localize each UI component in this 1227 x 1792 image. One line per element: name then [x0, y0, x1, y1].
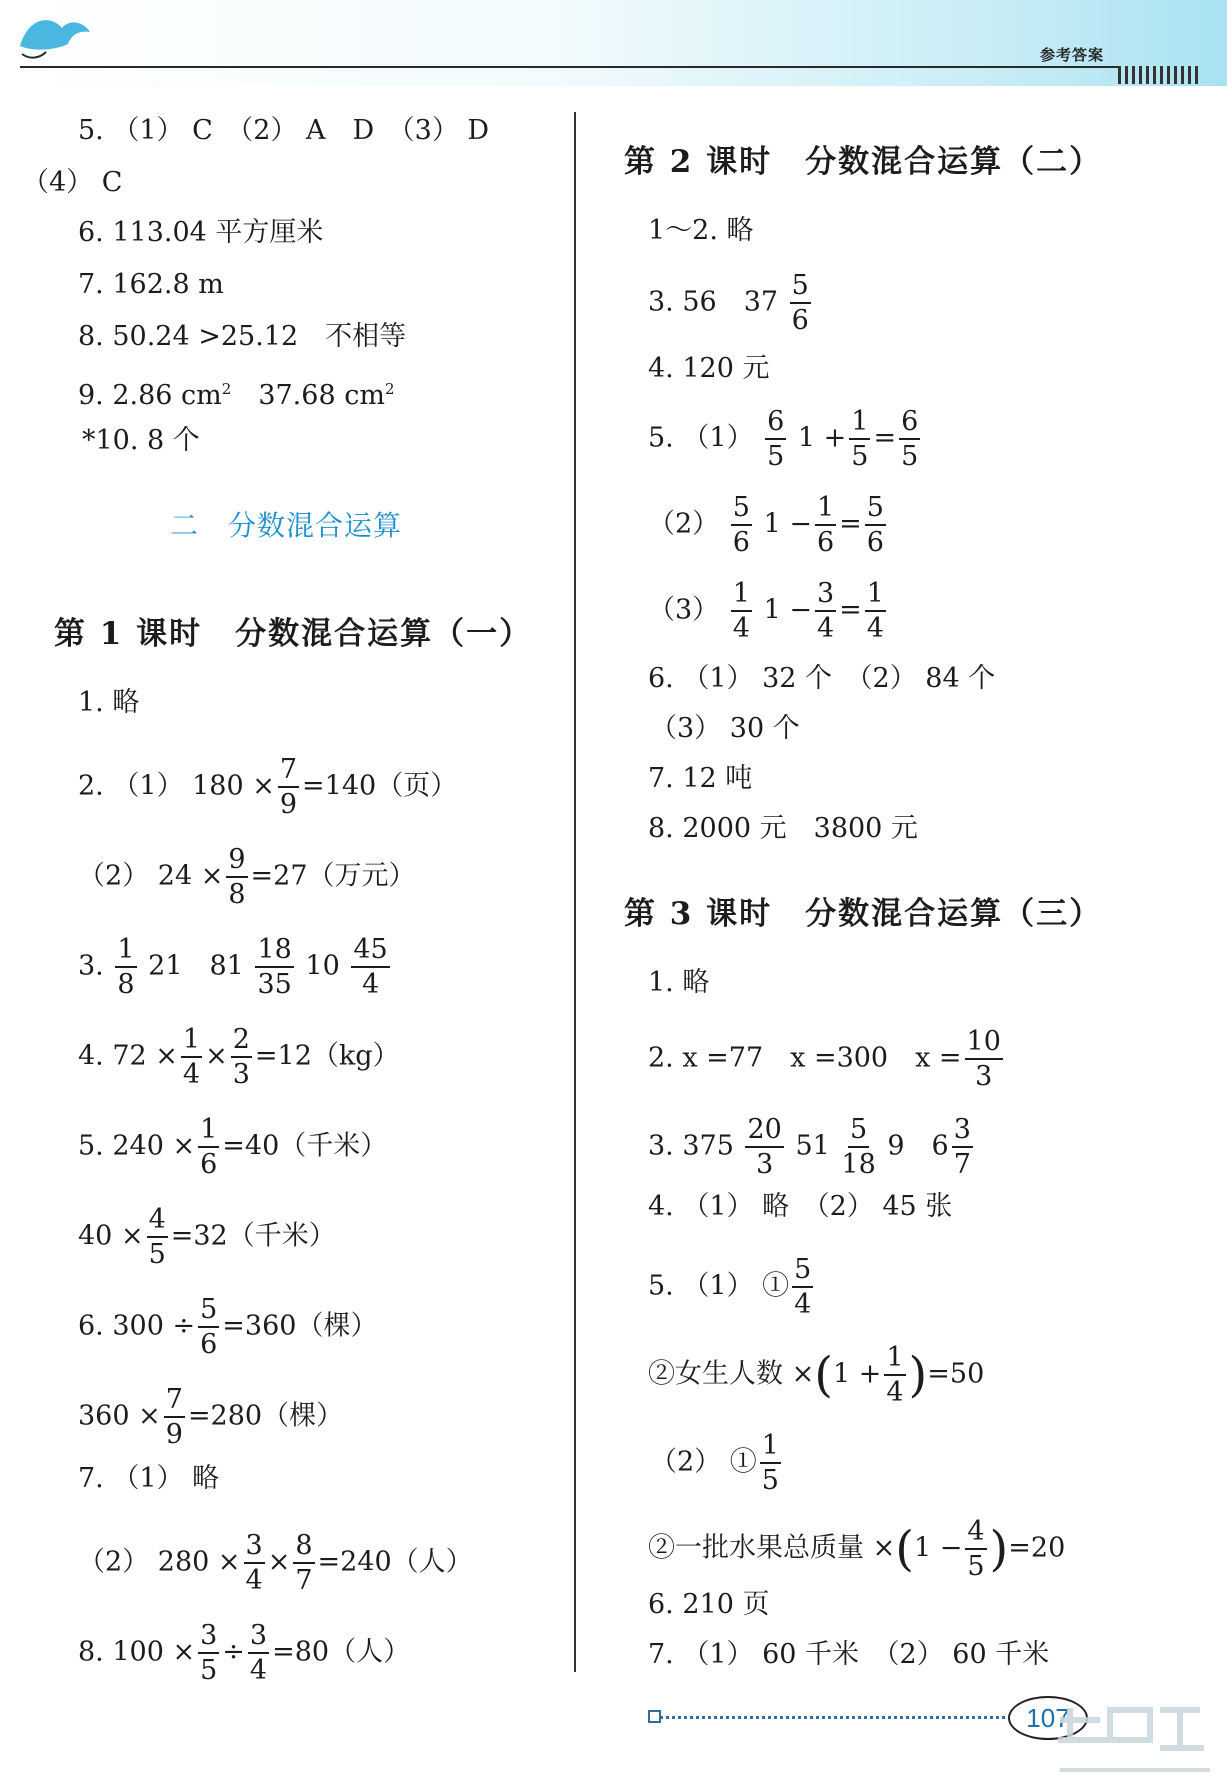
fraction: $\frac{1}{5}$	[761, 1430, 779, 1496]
fraction: $\frac{5}{6}$	[200, 1294, 218, 1360]
l3-answer-5-4: ②一批水果总质量 ×(1 − $\frac{4}{5}$ )=20	[648, 1516, 1066, 1582]
answer-5-cont: （4） C	[22, 167, 123, 198]
fraction: $\frac{1}{4}$	[866, 578, 884, 644]
fraction: $\frac{1}{4}$	[182, 1024, 201, 1090]
l1-answer-1: 1. 略	[78, 687, 140, 718]
fraction: $\frac{4}{5}$	[967, 1516, 985, 1582]
l3-answer-4: 4. （1） 略 （2） 45 张	[648, 1191, 953, 1222]
l2-answer-5-2: （2） $\frac{5}{6}$ 1 − $\frac{1}{6}$ = $\frac{5}{6}$	[648, 492, 884, 558]
answer-6: 6. 113.04 平方厘米	[78, 217, 324, 248]
fraction: $\frac{5}{18}$	[841, 1114, 876, 1180]
lesson-3-heading: 第 3 课时 分数混合运算（三）	[624, 896, 1103, 932]
l3-answer-2: 2. x =77 x =300 x = $\frac{10}{3}$	[648, 1026, 1001, 1092]
fraction: $\frac{3}{4}$	[816, 578, 835, 644]
fraction: $\frac{20}{3}$	[747, 1114, 782, 1180]
header-band	[0, 0, 1227, 86]
l1-answer-6: 6. 300 ÷ $\frac{5}{6}$ =360（棵）	[78, 1294, 378, 1360]
l2-answer-5-3: （3） $\frac{1}{4}$ 1 − $\frac{3}{4}$ = $\frac{1}{4}$	[648, 578, 884, 644]
watermark-stamp-icon	[1040, 1690, 1227, 1792]
l1-answer-5: 5. 240 × $\frac{1}{6}$ =40（千米）	[78, 1114, 388, 1180]
fraction: $\frac{4}{5}$	[148, 1204, 166, 1270]
l2-answer-5-1: 5. （1） $\frac{6}{5}$ 1 + $\frac{1}{5}$ = $\frac{6}{5}$	[648, 406, 919, 472]
l1-answer-2-1: 2. （1） 180 × $\frac{7}{9}$ =140（页）	[78, 754, 458, 820]
fraction: $\frac{8}{7}$	[295, 1530, 313, 1596]
fraction: $\frac{1}{8}$	[117, 934, 135, 1000]
fraction: $\frac{45}{4}$	[353, 934, 388, 1000]
l3-answer-7: 7. （1） 60 千米 （2） 60 千米	[648, 1639, 1050, 1670]
header-title: 参考答案	[1040, 46, 1105, 64]
l1-answer-7-2: （2） 280 × $\frac{3}{4}$ × $\frac{8}{7}$ =240（人）	[78, 1530, 473, 1596]
l2-answer-1-2: 1～2. 略	[648, 215, 754, 246]
fraction: $\frac{1}{6}$	[816, 492, 835, 558]
fraction: $\frac{1}{4}$	[732, 578, 750, 644]
page-number: 107	[1008, 1696, 1088, 1740]
column-divider	[574, 112, 576, 1672]
fraction: $\frac{1}{4}$	[886, 1342, 904, 1408]
fraction: $\frac{1}{5}$	[851, 406, 869, 472]
header-rule	[20, 66, 1120, 68]
lesson-2-heading: 第 2 课时 分数混合运算（二）	[624, 144, 1103, 180]
answer-10: *10. 8 个	[82, 425, 200, 456]
l3-answer-5-2: ②女生人数 ×(1 + $\frac{1}{4}$ )=50	[648, 1342, 985, 1408]
footer-dotted-rule	[660, 1716, 1005, 1719]
l2-answer-8: 8. 2000 元 3800 元	[648, 813, 918, 844]
l3-answer-5-1: 5. （1） ① $\frac{5}{4}$	[648, 1254, 812, 1320]
l3-answer-1: 1. 略	[648, 967, 710, 998]
fraction: $\frac{3}{5}$	[200, 1620, 218, 1686]
fraction: $\frac{9}{8}$	[228, 844, 246, 910]
answer-9: 9. 2.86 $cm^2$ 37.68 $cm^2$	[78, 380, 395, 411]
l2-answer-6: 6. （1） 32 个 （2） 84 个	[648, 663, 996, 694]
fraction: $\frac{2}{3}$	[232, 1024, 250, 1090]
fraction: $\frac{5}{4}$	[794, 1254, 812, 1320]
fraction: $\frac{3}{7}$	[953, 1114, 971, 1180]
l3-answer-6: 6. 210 页	[648, 1589, 770, 1620]
fraction: $\frac{1}{6}$	[200, 1114, 218, 1180]
section-title: 二 分数混合运算	[170, 509, 403, 542]
l1-answer-4: 4. 72 × $\frac{1}{4}$ × $\frac{2}{3}$ =12（kg）	[78, 1024, 400, 1090]
fraction: $\frac{6}{5}$	[767, 406, 785, 472]
barcode-icon	[1118, 66, 1204, 84]
l1-answer-6-cont: 360 × $\frac{7}{9}$ =280（棵）	[78, 1384, 344, 1450]
l1-answer-2-2: （2） 24 × $\frac{9}{8}$ =27（万元）	[78, 844, 416, 910]
l2-answer-6-cont: （3） 30 个	[650, 713, 800, 744]
l1-answer-8: 8. 100 × $\frac{3}{5}$ ÷ $\frac{3}{4}$ =80（人）	[78, 1620, 411, 1686]
l2-answer-7: 7. 12 吨	[648, 763, 753, 794]
l3-answer-5-3: （2） ① $\frac{1}{5}$	[650, 1430, 779, 1496]
fraction: $\frac{7}{9}$	[165, 1384, 183, 1450]
fraction: $\frac{7}{9}$	[279, 754, 298, 820]
l1-answer-3: 3. $\frac{1}{8}$ 21 81 $\frac{18}{35}$ 10 $\frac{45}{4}$	[78, 934, 388, 1000]
l1-answer-7-1: 7. （1） 略	[78, 1463, 220, 1494]
l2-answer-3: 3. 56 37 $\frac{5}{6}$	[648, 270, 809, 336]
l2-answer-4: 4. 120 元	[648, 353, 770, 384]
fraction: $\frac{10}{3}$	[966, 1026, 1001, 1092]
l1-answer-5-cont: 40 × $\frac{4}{5}$ =32（千米）	[78, 1204, 336, 1270]
fraction: $\frac{5}{6}$	[866, 492, 884, 558]
fraction: $\frac{18}{35}$	[257, 934, 292, 1000]
lesson-1-heading: 第 1 课时 分数混合运算（一）	[54, 616, 533, 652]
answer-5: 5. （1） C （2） A D （3） D	[78, 115, 490, 146]
fraction: $\frac{6}{5}$	[901, 406, 919, 472]
answer-7: 7. 162.8 m	[78, 269, 224, 300]
fraction: $\frac{3}{4}$	[249, 1620, 268, 1686]
answer-8: 8. 50.24 >25.12 不相等	[78, 321, 407, 352]
fraction: $\frac{5}{6}$	[732, 492, 750, 558]
l3-answer-3: 3. 375 $\frac{20}{3}$ 51 $\frac{5}{18}$ 9 6 $\frac{3}{7}$	[648, 1114, 971, 1180]
fraction: $\frac{3}{4}$	[245, 1530, 263, 1596]
fraction: $\frac{5}{6}$	[791, 270, 809, 336]
bird-logo-icon	[10, 6, 100, 66]
